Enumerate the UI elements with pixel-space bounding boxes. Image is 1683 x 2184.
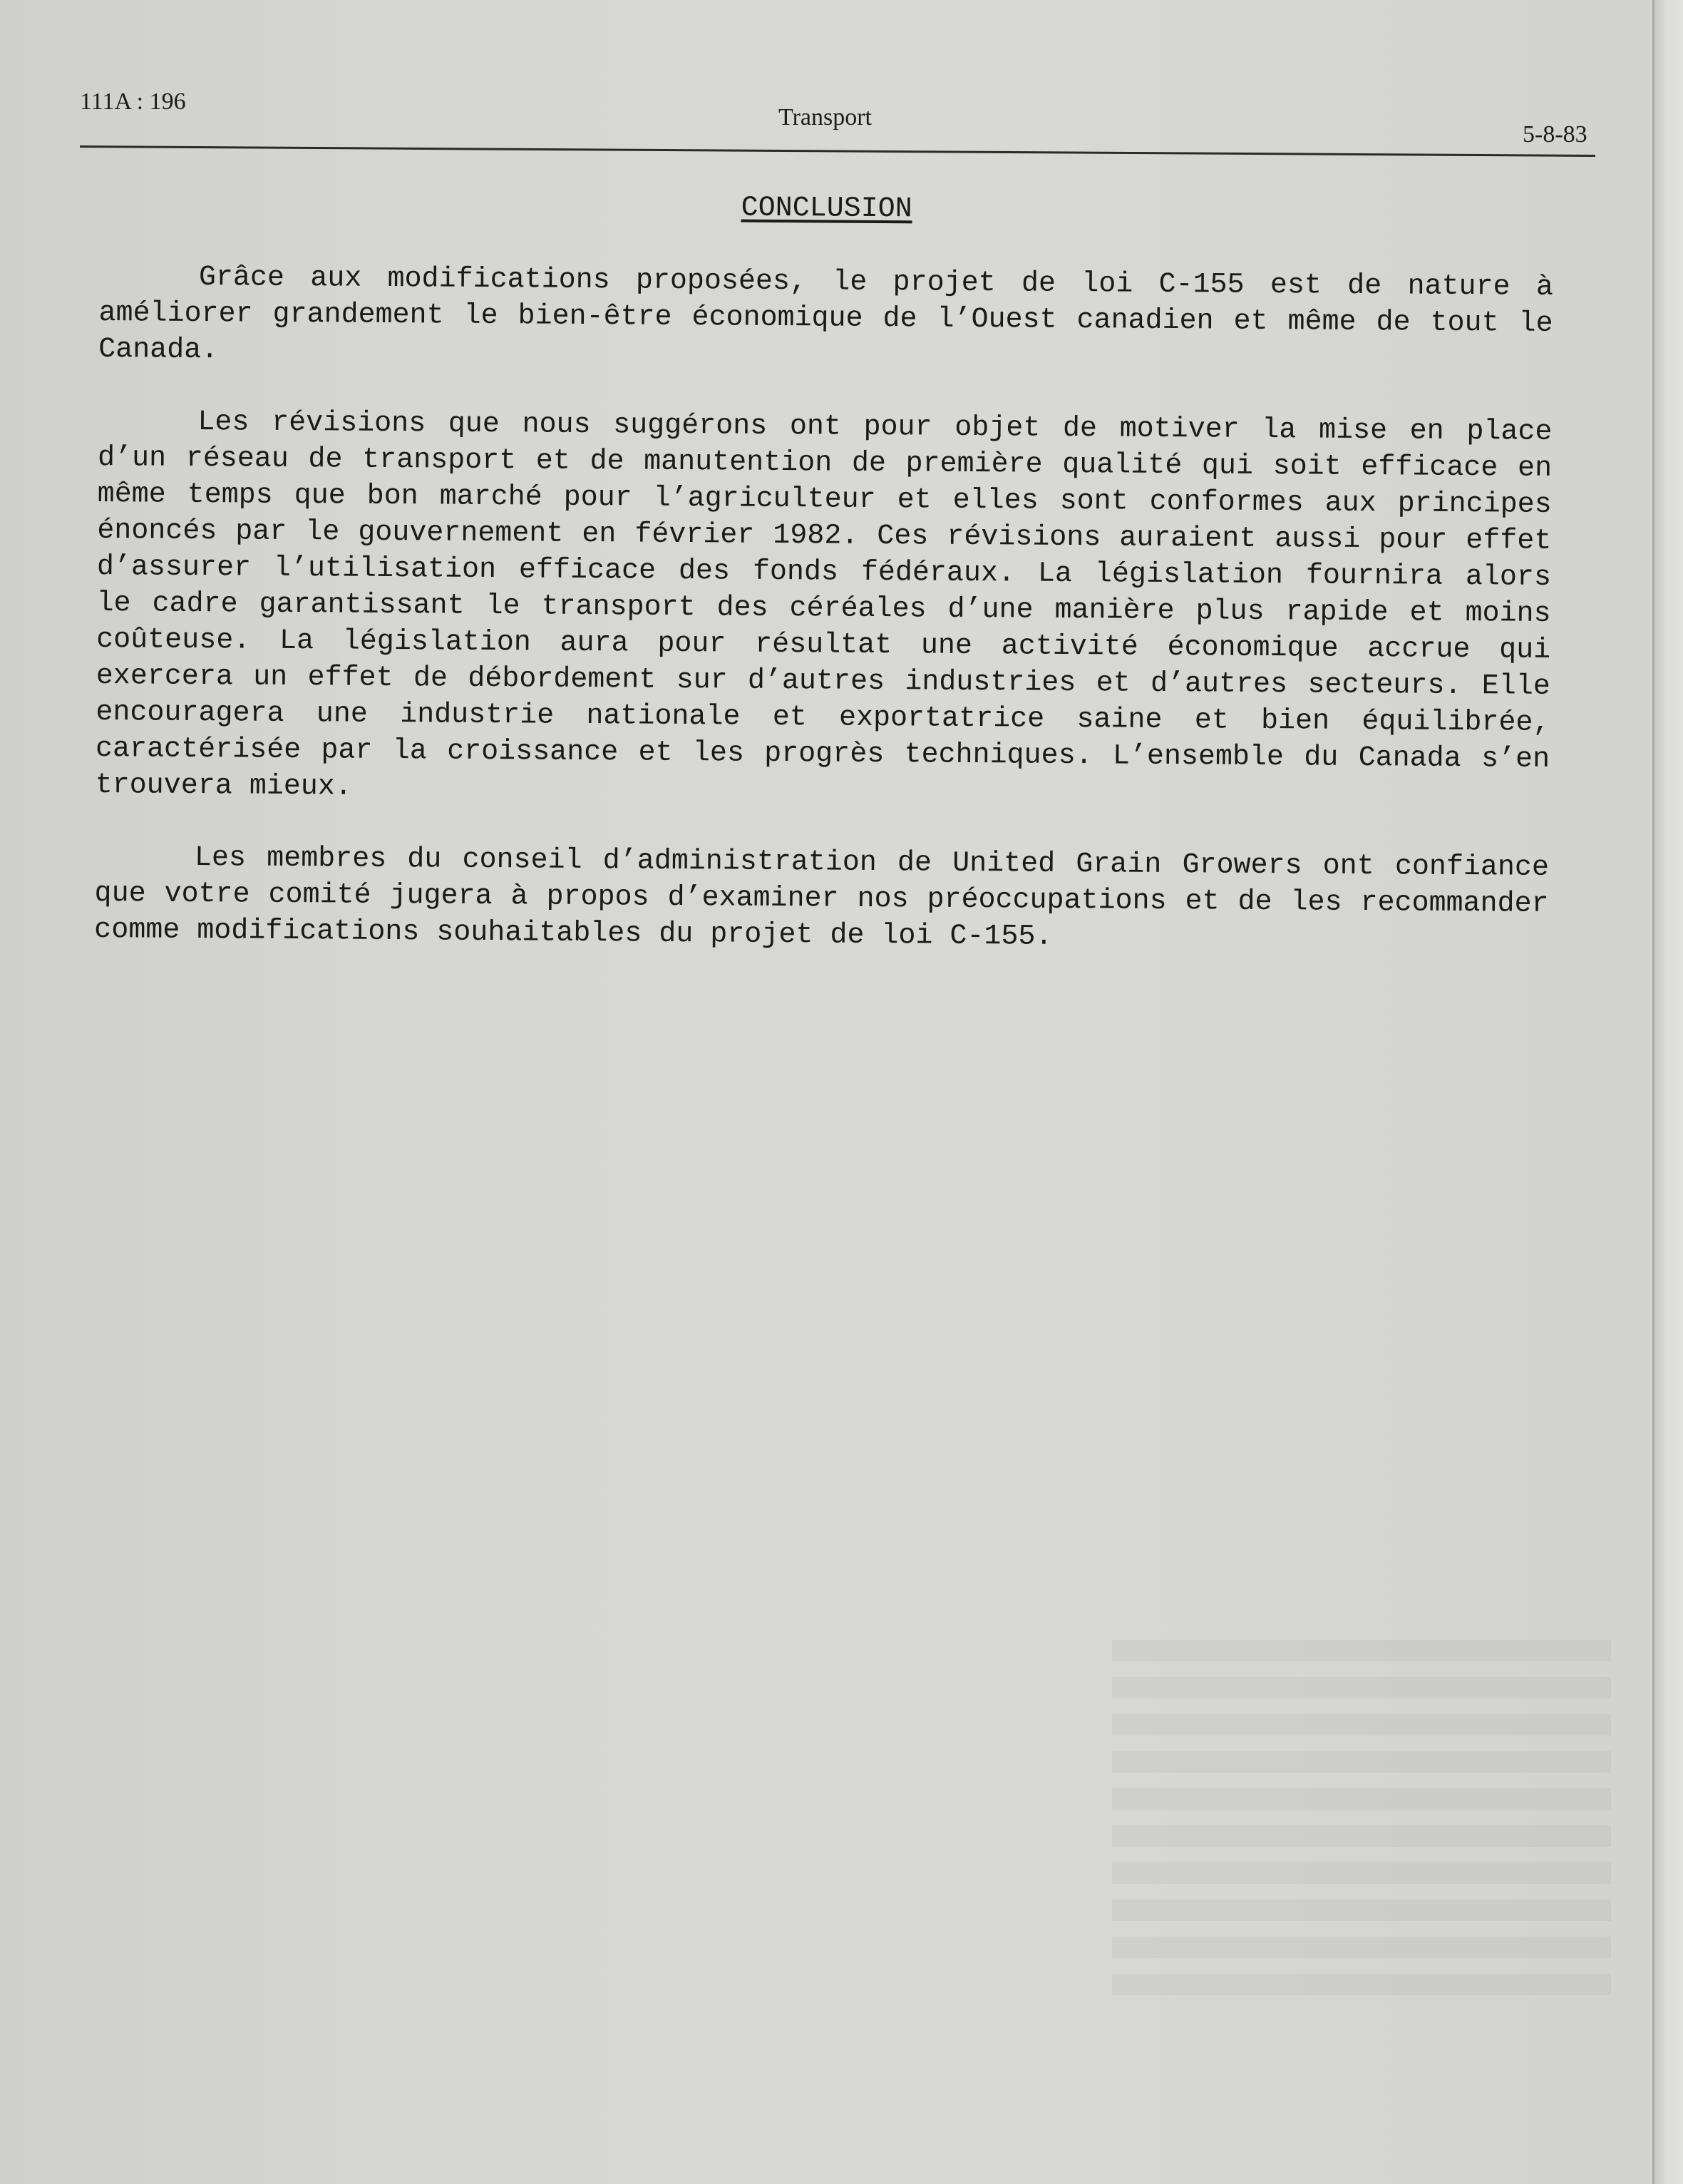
document-body xyxy=(94,177,1554,995)
bleed-through-shading xyxy=(1112,1640,1611,1996)
paragraph-1: Grâce aux modifications proposées, le projet de loi C-155 est de nature à améliorer grandement le bien-être économique de l’Ouest canadien et même de tout le Canada. xyxy=(98,262,1554,367)
bleed-through-text xyxy=(107,998,1533,1216)
running-title: Transport xyxy=(778,104,872,130)
section-heading: CONCLUSION xyxy=(741,192,912,226)
paragraph-2: Les révisions que nous suggérons ont pour objet de motiver la mise en place d’un réseau de transport et de manutention de première qualité qui soit efficace en même temps que bon marché pour l’agriculteur et elles sont conformes aux principes énoncés par le gouvernement en février 1982. Ces révisions auraient aussi pour effet d’assurer l’utilisation efficace des fonds fédéraux. La législation fournira alors le cadre garantissant le transport des céréales d’une manière plus rapide et moins coûteuse. La législation aura pour résultat une activité économique accrue qui exercera un effet de débordement sur d’autres industries et d’autres secteurs. Elle encouragera une industrie nationale et exportatrice saine et bien équilibrée, caractérisée par la croissance et les progrès techniques. L’ensemble du Canada s’en trouvera mieux. xyxy=(95,406,1553,804)
header-rule xyxy=(80,145,1595,157)
page-number: 111A : 196 xyxy=(80,88,186,115)
page-edge xyxy=(1652,0,1683,2184)
paragraph-3: Les membres du conseil d’administration de United Grain Growers ont confiance que votre comité jugera à propos d’examiner nos préoccupations et de les recommander comme modifications souhaitables du projet de loi C-155. xyxy=(94,842,1550,953)
page-date: 5-8-83 xyxy=(1523,121,1587,148)
